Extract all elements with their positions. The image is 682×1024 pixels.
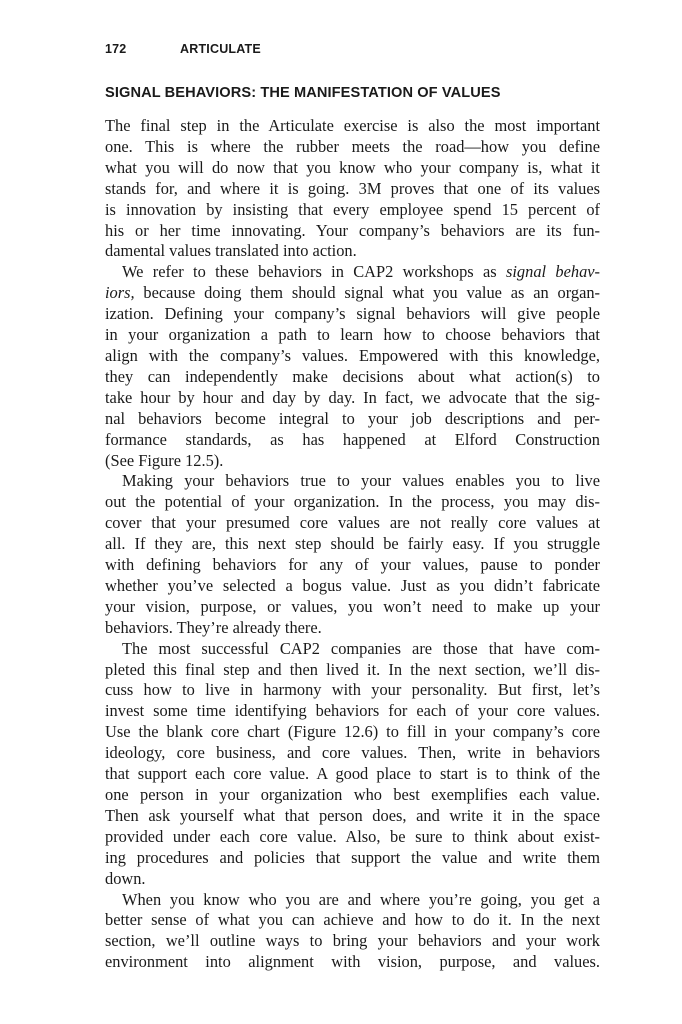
line-text: formance standards, as has happened at Elford Construction xyxy=(105,429,600,449)
text-line xyxy=(105,764,600,785)
line-text: they can independently make decisions about what action(s) to xyxy=(105,366,600,386)
text-line xyxy=(105,513,600,534)
text-line xyxy=(105,137,600,158)
line-text: with defining behaviors for any of your values, pause to ponder xyxy=(105,555,600,575)
line-text: When you know who you are and where you’re going, you get a xyxy=(122,889,600,909)
text-line xyxy=(105,806,600,827)
text-line xyxy=(105,534,600,555)
text-line xyxy=(105,221,600,242)
text-line xyxy=(105,869,600,890)
line-text: take hour by hour and day by day. In fact, we advocate that the sig- xyxy=(105,387,600,407)
text-line xyxy=(105,325,600,346)
line-text: what you will do now that you know who your company is, what it xyxy=(105,157,600,177)
text-line xyxy=(105,388,600,409)
text-line xyxy=(105,200,600,221)
line-text: nal behaviors become integral to your job descriptions and per- xyxy=(105,408,600,428)
line-text: Use the blank core chart (Figure 12.6) to fill in your company’s core xyxy=(105,722,600,742)
text-line xyxy=(105,597,600,618)
text-line xyxy=(105,952,600,973)
text-line xyxy=(105,576,600,597)
text-line xyxy=(105,116,600,137)
body-text xyxy=(105,116,600,973)
line-text: stands for, and where it is going. 3M proves that one of its values xyxy=(105,178,600,198)
line-text: one person in your organization who best exemplifies each value. xyxy=(105,785,600,804)
line-text: one. This is where the rubber meets the road—how you define xyxy=(105,136,600,156)
line-text: pleted this final step and then lived it. In the next section, we’ll dis- xyxy=(105,659,600,679)
italic-term: iors, xyxy=(105,283,135,303)
line-text: align with the company’s values. Empowered with this knowledge, xyxy=(105,345,600,365)
line-text: whether you’ve selected a bogus value. Just as you didn’t fabricate xyxy=(105,575,600,595)
running-head xyxy=(105,42,261,56)
line-text: Making your behaviors true to your values enables you to live xyxy=(122,471,600,491)
text-line xyxy=(105,890,600,911)
text-line xyxy=(105,701,600,722)
line-text: in your organization a path to learn how to choose behaviors that xyxy=(105,325,600,345)
text-line xyxy=(105,680,600,701)
text-line xyxy=(105,409,600,430)
line-text: Then ask yourself what that person does, and write it in the space xyxy=(105,805,600,825)
text-line xyxy=(105,743,600,764)
line-text: ization. Defining your company’s signal behaviors will give people xyxy=(105,304,600,324)
text-line xyxy=(105,555,600,576)
line-text: down. xyxy=(105,868,146,888)
line-text: invest some time identifying behaviors for each of your core values. xyxy=(105,701,600,721)
line-text: We refer to these behaviors in CAP2 workshops as xyxy=(122,262,506,282)
line-text: because doing them should signal what you value as an organ- xyxy=(134,283,600,303)
text-line xyxy=(105,785,600,806)
line-text: out the potential of your organization. In the process, you may dis- xyxy=(105,492,600,512)
text-line xyxy=(105,471,600,492)
text-line xyxy=(105,241,600,262)
text-line xyxy=(105,283,600,304)
line-text: all. If they are, this next step should be fairly easy. If you struggle xyxy=(105,534,600,554)
italic-term: signal behav- xyxy=(506,262,600,282)
line-text: your vision, purpose, or values, you won’t need to make up your xyxy=(105,596,600,616)
line-text: damental values translated into action. xyxy=(105,241,357,261)
text-line xyxy=(105,492,600,513)
line-text: provided under each core value. Also, be sure to think about exist- xyxy=(105,826,600,846)
line-text: The final step in the Articulate exercise is also the most important xyxy=(105,116,600,135)
section-title: ARTICULATE xyxy=(180,42,261,56)
text-line xyxy=(105,618,600,639)
section-heading: SIGNAL BEHAVIORS: THE MANIFESTATION OF VALUES xyxy=(105,85,501,101)
text-line xyxy=(105,910,600,931)
line-text: ing procedures and policies that support the value and write them xyxy=(105,847,600,867)
text-line xyxy=(105,639,600,660)
text-line xyxy=(105,848,600,869)
line-text: that support each core value. A good place to start is to think of the xyxy=(105,764,600,784)
line-text: his or her time innovating. Your company’s behaviors are its fun- xyxy=(105,220,600,240)
line-text: The most successful CAP2 companies are those that have com- xyxy=(122,638,600,658)
line-text: ideology, core business, and core values. Then, write in behaviors xyxy=(105,743,600,763)
line-text: cover that your presumed core values are not really core values at xyxy=(105,513,600,533)
line-text: (See Figure 12.5). xyxy=(105,450,224,470)
text-line xyxy=(105,430,600,451)
text-line xyxy=(105,722,600,743)
text-line xyxy=(105,304,600,325)
text-line xyxy=(105,660,600,681)
line-text: is innovation by insisting that every employee spend 15 percent of xyxy=(105,199,600,219)
line-text: behaviors. They’re already there. xyxy=(105,617,322,637)
text-line xyxy=(105,179,600,200)
line-text: better sense of what you can achieve and how to do it. In the next xyxy=(105,910,600,930)
page-number: 172 xyxy=(105,42,127,56)
text-line xyxy=(105,262,600,283)
text-line xyxy=(105,158,600,179)
text-line xyxy=(105,346,600,367)
line-text: section, we’ll outline ways to bring your behaviors and your work xyxy=(105,931,600,951)
line-text: cuss how to live in harmony with your personality. But first, let’s xyxy=(105,680,600,700)
line-text: environment into alignment with vision, purpose, and values. xyxy=(105,952,600,972)
text-line xyxy=(105,451,600,472)
text-line xyxy=(105,367,600,388)
text-line xyxy=(105,931,600,952)
text-line xyxy=(105,827,600,848)
